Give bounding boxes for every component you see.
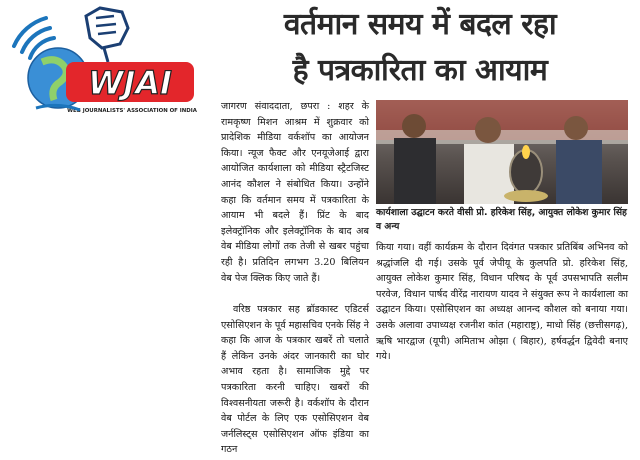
- fist-icon: [86, 8, 128, 62]
- event-photo: [376, 100, 628, 204]
- event-photo-scene: [376, 100, 628, 204]
- wjai-logo: [4, 4, 200, 124]
- article-column-1: [221, 99, 369, 286]
- article-headline: [212, 2, 628, 94]
- headline-line-2: है पत्रकारिता का आयाम: [292, 53, 548, 88]
- column-1-paragraph-1: जागरण संवाददाता, छपरा : शहर के रामकृष्ण मिशन आश्रम में शुक्रवार को प्रादेशिक मीडिया वर्कशॉप का आयोजन किया। न्यूज फैक्ट और एनयूजेआई द्वारा आयोजित कार्यशाला को मीडिया स्ट्रैटजिस्ट आनंद कौशल ने संबोधित किया। उन्होंने कहा कि वर्तमान समय में पत्रकारिता के आयाम भी बदले हैं। प्रिंट के बाद इलेक्ट्रॉनिक और इलेक्ट्रॉनिक के बाद अब वेब मीडिया लोगों तक तेजी से खबर पहुंचा रही है। प्रतिदिन लगभग 3.20 बिलियन वेब पेज क्लिक किए जाते हैं।: [221, 101, 369, 284]
- logo-tagline: WEB JOURNALISTS' ASSOCIATION OF INDIA: [67, 108, 197, 114]
- column-2-paragraph: किया गया। वहीं कार्यक्रम के दौरान दिवंगत पत्रकार प्रतिबिंब अभिनव को श्रद्धांजलि दी गई। उसके पूर्व जेपीयू के कुलपति प्रो. हरिकेश सिंह, आयुक्त लोकेश कुमार सिंह, विधान परिषद के पूर्व उपसभापति सलीम परवेज, विधान पार्षद वीरेंद्र नारायण यादव ने संयुक्त रूप ने कार्यशाला का उद्घाटन किया। एसोसिएशन का अध्यक्ष आनन्द कौशल को बनाया गया। उसके अलावा उपाध्यक्ष रजनीश कांत (महाराष्ट्र), माधो सिंह (छत्तीसगढ़), ऋषि भारद्वाज (यूपी) अमिताभ ओझा ( बिहार), हर्षवर्द्धन द्विवेदी बनाए गये।: [376, 242, 628, 363]
- column-1-paragraph-2: वरिष्ठ पत्रकार सह ब्रॉडकास्ट एडिटर्स एसोसिएशन के पूर्व महासचिव एनके सिंह ने कहा कि आज के पत्रकार खबरें तो चलाते हैं लेकिन उनके अंदर जानकारी का घोर अभाव रहता है। सामाजिक मुद्दे पर पत्रकारिता करनी चाहिए। खबरों की विश्वसनीयता जरूरी है। वर्कशॉप के दौरान वेब पोर्टल के लिए एक एसोसिएशन वेब जर्नलिस्ट्स एसोसिएशन ऑफ इंडिया का गठन: [221, 304, 369, 456]
- wjai-logo-graphic: [4, 4, 200, 124]
- article-column-1-continued: [221, 302, 369, 458]
- headline-line-1: वर्तमान समय में बदल रहा: [283, 7, 557, 42]
- photo-caption: कार्यशाला उद्घाटन करते वीसी प्रो. हरिकेश सिंह, आयुक्त लोकेश कुमार सिंह व अन्य: [376, 207, 627, 232]
- article-column-2: [376, 240, 628, 365]
- logo-text: WJAI: [88, 64, 172, 102]
